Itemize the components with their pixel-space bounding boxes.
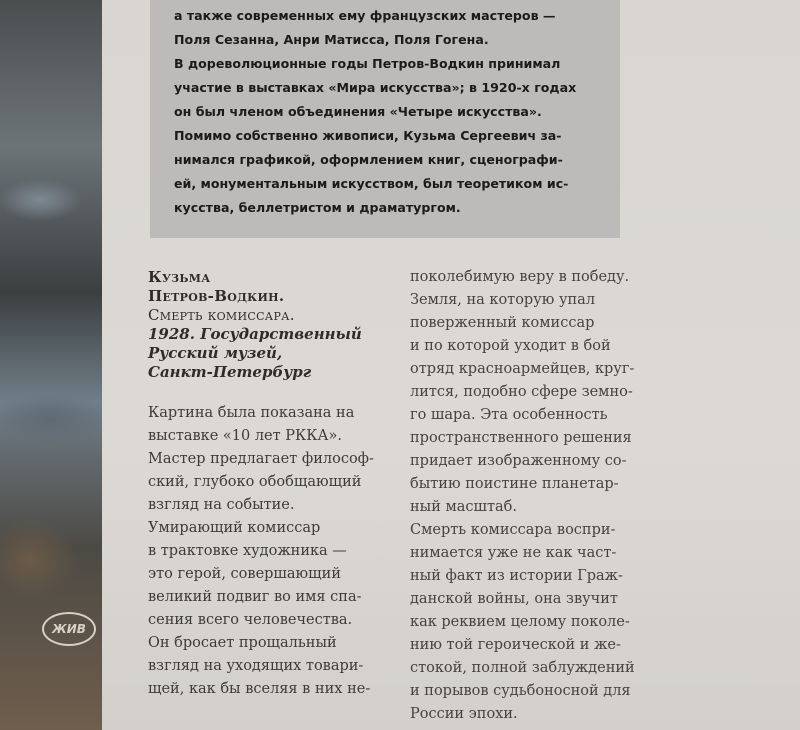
body-text-right-column bbox=[410, 266, 635, 726]
text-line: ский, глубоко обобщающий bbox=[148, 474, 362, 490]
text-line: в трактовке художника — bbox=[148, 543, 347, 559]
sidebar-line: В дореволюционные годы Петров-Водкин принимал bbox=[174, 56, 561, 71]
text-line: выставке «10 лет РККА». bbox=[148, 428, 342, 444]
sidebar-line: он был членом объединения «Четыре искусства». bbox=[174, 104, 542, 119]
caption-city: Санкт-Петербург bbox=[148, 363, 312, 381]
text-line: Умирающий комиссар bbox=[148, 520, 321, 536]
text-line: нимается уже не как част- bbox=[410, 545, 617, 561]
text-line: и по которой уходит в бой bbox=[410, 338, 611, 354]
caption-museum: Русский музей, bbox=[148, 344, 283, 362]
text-line: Он бросает прощальный bbox=[148, 635, 337, 651]
text-line: стокой, полной заблуждений bbox=[410, 660, 635, 676]
painting-fragment bbox=[0, 0, 102, 730]
text-line: щей, как бы вселяя в них не- bbox=[148, 681, 371, 697]
artwork-caption bbox=[148, 268, 388, 382]
text-line: и порывов судьбоносной для bbox=[410, 683, 631, 699]
sidebar-line: кусства, беллетристом и драматургом. bbox=[174, 200, 461, 215]
text-line: Мастер предлагает философ- bbox=[148, 451, 374, 467]
text-line: взгляд на событие. bbox=[148, 497, 295, 513]
sidebar-line: участие в выставках «Мира искусства»; в 1920-х годах bbox=[174, 80, 577, 95]
text-line: Картина была показана на bbox=[148, 405, 355, 421]
sidebar-line: Помимо собственно живописи, Кузьма Сергеевич за- bbox=[174, 128, 562, 143]
publisher-stamp-logo: ЖИВ bbox=[42, 612, 96, 646]
caption-year-place: 1928. Государственный bbox=[148, 325, 362, 343]
sidebar-line: нимался графикой, оформлением книг, сценографи- bbox=[174, 152, 563, 167]
caption-artist-first: Кузьма bbox=[148, 268, 211, 286]
biography-sidebar-box bbox=[150, 0, 620, 238]
text-line: поверженный комиссар bbox=[410, 315, 595, 331]
text-line: России эпохи. bbox=[410, 706, 518, 722]
text-line: великий подвиг во имя спа- bbox=[148, 589, 362, 605]
text-line: Смерть комиссара воспри- bbox=[410, 522, 616, 538]
sidebar-line: Поля Сезанна, Анри Матисса, Поля Гогена. bbox=[174, 32, 489, 47]
text-line: взгляд на уходящих товари- bbox=[148, 658, 364, 674]
text-line: как реквием целому поколе- bbox=[410, 614, 630, 630]
body-text-left-column bbox=[148, 402, 374, 701]
text-line: сения всего человечества. bbox=[148, 612, 353, 628]
text-line: придает изображенному со- bbox=[410, 453, 627, 469]
sidebar-line: ей, монументальным искусством, был теоретиком ис- bbox=[174, 176, 569, 191]
text-line: Земля, на которую упал bbox=[410, 292, 596, 308]
text-line: поколебимую веру в победу. bbox=[410, 269, 630, 285]
text-line: го шара. Эта особенность bbox=[410, 407, 608, 423]
sidebar-line: а также современных ему французских мастеров — bbox=[174, 8, 556, 23]
text-line: это герой, совершающий bbox=[148, 566, 341, 582]
text-line: бытию поистине планетар- bbox=[410, 476, 619, 492]
caption-artwork-title: Смерть комиссара. bbox=[148, 306, 295, 324]
text-line: отряд красноармейцев, круг- bbox=[410, 361, 635, 377]
text-line: пространственного решения bbox=[410, 430, 632, 446]
text-line: нию той героической и же- bbox=[410, 637, 621, 653]
text-line: данской войны, она звучит bbox=[410, 591, 618, 607]
text-line: ный масштаб. bbox=[410, 499, 518, 515]
text-line: лится, подобно сфере земно- bbox=[410, 384, 633, 400]
text-line: ный факт из истории Граж- bbox=[410, 568, 623, 584]
caption-artist-last: Петров-Водкин. bbox=[148, 287, 285, 305]
